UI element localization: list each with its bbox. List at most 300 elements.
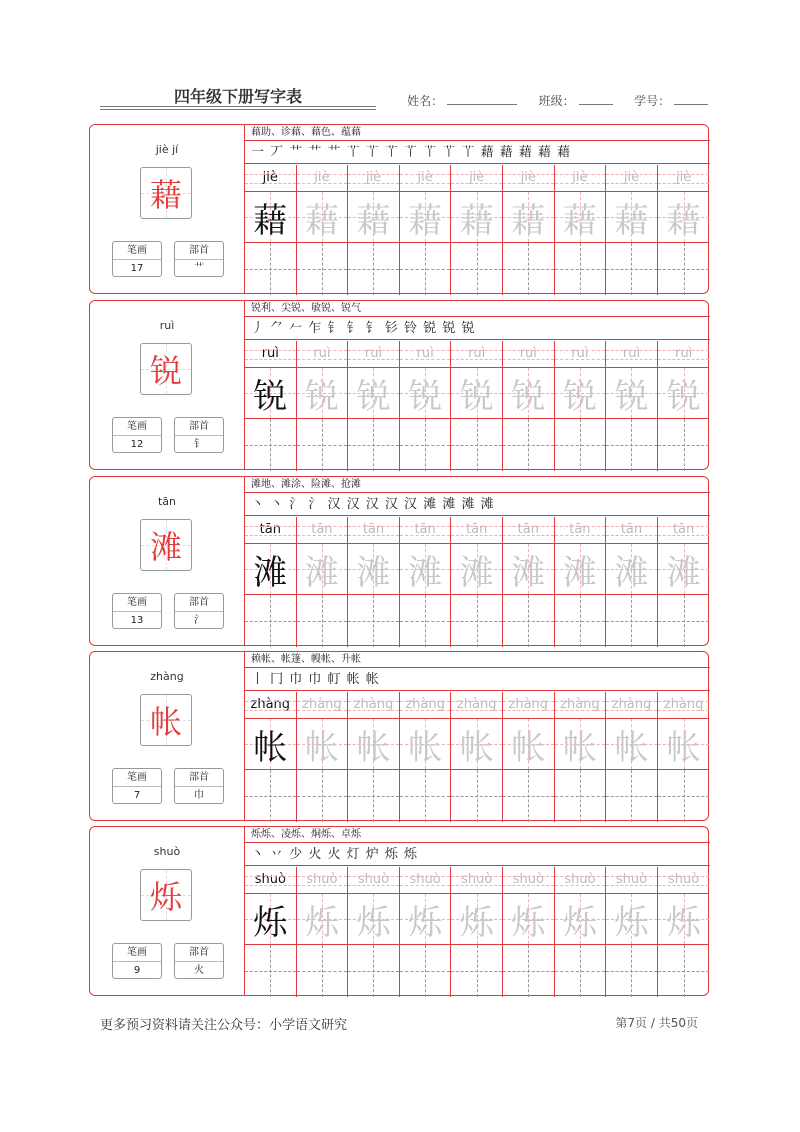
- title-underline: [100, 106, 376, 107]
- writing-cell[interactable]: [451, 419, 502, 471]
- character-glyph: 藉: [562, 200, 597, 241]
- character-glyph: 烁: [253, 902, 288, 943]
- pinyin-guide-line: [503, 710, 554, 711]
- character-glyph: 滩: [614, 552, 649, 593]
- pinyin-guide-line: [297, 535, 348, 536]
- trace-character[interactable]: [555, 192, 606, 243]
- character-glyph: 滩: [356, 552, 391, 593]
- pinyin-guide-line: [297, 183, 348, 184]
- writing-cell[interactable]: [503, 243, 554, 295]
- model-character: [245, 719, 296, 770]
- writing-cell[interactable]: [451, 595, 502, 647]
- practice-panel: [245, 301, 710, 469]
- practice-column: [606, 165, 658, 295]
- pinyin-guide-line: [503, 359, 554, 360]
- trace-character[interactable]: [606, 719, 657, 770]
- character-glyph: 烁: [666, 902, 701, 943]
- writing-cell[interactable]: [245, 595, 296, 647]
- pinyin-guide-line: [245, 701, 296, 702]
- stroke-count-box: [112, 943, 162, 979]
- pinyin-guide-line: [555, 885, 606, 886]
- trace-character[interactable]: [297, 368, 348, 419]
- pinyin-guide-line: [503, 174, 554, 175]
- stroke-count-value: 17: [130, 263, 144, 274]
- trace-character[interactable]: [658, 719, 710, 770]
- class-label: 班级：: [538, 94, 575, 108]
- trace-character[interactable]: [297, 544, 348, 595]
- writing-cell[interactable]: [451, 243, 502, 295]
- practice-column: [348, 692, 400, 822]
- writing-cell[interactable]: [451, 945, 502, 997]
- pinyin-guide-line: [555, 526, 606, 527]
- character-glyph: 烁: [459, 902, 494, 943]
- pinyin-guide-line: [400, 876, 451, 877]
- trace-character[interactable]: [400, 192, 451, 243]
- radical-label: 部首: [175, 594, 223, 612]
- character-info-panel: [90, 652, 245, 820]
- class-blank[interactable]: [579, 93, 613, 105]
- practice-column: [348, 341, 400, 471]
- practice-column: [348, 165, 400, 295]
- practice-grid: [245, 517, 710, 647]
- pinyin-guide-line: [606, 876, 657, 877]
- character-glyph: 帐: [253, 727, 288, 768]
- writing-cell[interactable]: [606, 595, 657, 647]
- character-glyph: 帐: [459, 727, 494, 768]
- pinyin-guide-line: [400, 174, 451, 175]
- trace-character[interactable]: [348, 544, 399, 595]
- writing-cell[interactable]: [245, 243, 296, 295]
- radical-value: 钅: [194, 439, 204, 450]
- page-number: 第7页 / 共50页: [615, 1016, 698, 1030]
- practice-pinyin: jiè: [555, 165, 606, 192]
- stroke-count-box: [112, 417, 162, 453]
- pinyin-guide-line: [348, 350, 399, 351]
- writing-cell[interactable]: [606, 770, 657, 822]
- character-glyph: 藉: [304, 200, 339, 241]
- trace-character[interactable]: [297, 192, 348, 243]
- character-info-panel: [90, 477, 245, 645]
- writing-cell[interactable]: [348, 770, 399, 822]
- pinyin-guide-line: [658, 710, 710, 711]
- character-box: [140, 869, 192, 921]
- pinyin-guide-line: [555, 701, 606, 702]
- writing-cell[interactable]: [348, 595, 399, 647]
- character-glyph: 藉: [356, 200, 391, 241]
- trace-character[interactable]: [503, 894, 554, 945]
- name-label: 姓名：: [407, 94, 444, 108]
- writing-cell[interactable]: [297, 595, 348, 647]
- trace-character[interactable]: [555, 544, 606, 595]
- character-glyph: 锐: [614, 376, 649, 417]
- pinyin-guide-line: [245, 710, 296, 711]
- writing-cell[interactable]: [606, 419, 657, 471]
- pinyin-guide-line: [451, 876, 502, 877]
- writing-cell[interactable]: [503, 595, 554, 647]
- trace-character[interactable]: [400, 894, 451, 945]
- writing-cell[interactable]: [658, 419, 710, 471]
- practice-column: [245, 341, 297, 471]
- page-header: [0, 0, 800, 120]
- pinyin-guide-line: [400, 350, 451, 351]
- writing-cell[interactable]: [297, 419, 348, 471]
- writing-cell[interactable]: [658, 595, 710, 647]
- pinyin-guide-line: [297, 359, 348, 360]
- writing-cell[interactable]: [555, 419, 606, 471]
- trace-character[interactable]: [606, 544, 657, 595]
- writing-cell[interactable]: [348, 243, 399, 295]
- writing-cell[interactable]: [297, 945, 348, 997]
- pinyin-guide-line: [451, 526, 502, 527]
- trace-character[interactable]: [297, 894, 348, 945]
- number-blank[interactable]: [674, 93, 708, 105]
- pinyin-guide-line: [658, 359, 710, 360]
- pinyin-guide-line: [451, 535, 502, 536]
- character-glyph: 滩: [666, 552, 701, 593]
- practice-pinyin: zhàng: [245, 692, 296, 719]
- practice-pinyin: ruì: [555, 341, 606, 368]
- practice-pinyin: jiè: [606, 165, 657, 192]
- writing-cell[interactable]: [297, 770, 348, 822]
- practice-grid: [245, 692, 710, 822]
- pinyin-guide-line: [451, 701, 502, 702]
- title-underline-2: [100, 109, 376, 110]
- radical-label: 部首: [175, 769, 223, 787]
- pinyin-guide-line: [400, 710, 451, 711]
- practice-pinyin: shuò: [245, 867, 296, 894]
- pinyin-guide-line: [503, 526, 554, 527]
- character-glyph: 滩: [253, 552, 288, 593]
- writing-cell[interactable]: [245, 945, 296, 997]
- pinyin-guide-line: [606, 710, 657, 711]
- trace-character[interactable]: [503, 368, 554, 419]
- practice-pinyin: shuò: [451, 867, 502, 894]
- trace-character[interactable]: [400, 719, 451, 770]
- character-glyph: 烁: [304, 902, 339, 943]
- practice-panel: [245, 477, 710, 645]
- writing-cell[interactable]: [348, 945, 399, 997]
- practice-pinyin: jiè: [245, 165, 296, 192]
- number-label: 学号：: [634, 94, 671, 108]
- trace-character[interactable]: [658, 544, 710, 595]
- pinyin-guide-line: [503, 535, 554, 536]
- writing-cell[interactable]: [555, 770, 606, 822]
- character-red: 烁: [149, 878, 182, 916]
- footer-promo: 更多预习资料请关注公众号：小学语文研究: [100, 1018, 348, 1033]
- practice-pinyin: zhàng: [555, 692, 606, 719]
- practice-pinyin: tān: [503, 517, 554, 544]
- practice-column: [348, 867, 400, 997]
- practice-pinyin: ruì: [348, 341, 399, 368]
- writing-cell[interactable]: [400, 770, 451, 822]
- word-examples: 烁烁、凌烁、烔烁、卓烁: [245, 827, 710, 843]
- pinyin-guide-line: [606, 350, 657, 351]
- practice-pinyin: jiè: [400, 165, 451, 192]
- trace-character[interactable]: [348, 368, 399, 419]
- pinyin-guide-line: [245, 183, 296, 184]
- character-glyph: 烁: [408, 902, 443, 943]
- pinyin-guide-line: [451, 350, 502, 351]
- writing-cell[interactable]: [245, 770, 296, 822]
- pinyin-guide-line: [451, 710, 502, 711]
- model-character: [245, 368, 296, 419]
- trace-character[interactable]: [348, 719, 399, 770]
- character-box: [140, 694, 192, 746]
- trace-character[interactable]: [658, 894, 710, 945]
- writing-cell[interactable]: [503, 419, 554, 471]
- writing-cell[interactable]: [658, 770, 710, 822]
- pinyin-guide-line: [503, 183, 554, 184]
- stroke-count-box: [112, 593, 162, 629]
- pinyin-guide-line: [606, 526, 657, 527]
- practice-pinyin: ruì: [245, 341, 296, 368]
- practice-pinyin: jiè: [658, 165, 710, 192]
- writing-cell[interactable]: [348, 419, 399, 471]
- practice-pinyin: tān: [297, 517, 348, 544]
- practice-column: [400, 692, 452, 822]
- trace-character[interactable]: [297, 719, 348, 770]
- character-red: 锐: [149, 352, 182, 390]
- pinyin-guide-line: [297, 350, 348, 351]
- pinyin-guide-line: [348, 359, 399, 360]
- writing-cell[interactable]: [606, 243, 657, 295]
- character-info-panel: [90, 827, 245, 995]
- trace-character[interactable]: [503, 719, 554, 770]
- practice-column: [297, 165, 349, 295]
- character-glyph: 帐: [356, 727, 391, 768]
- writing-cell[interactable]: [658, 243, 710, 295]
- practice-pinyin: ruì: [606, 341, 657, 368]
- word-examples: 滩地、滩涂、险滩、抢滩: [245, 477, 710, 493]
- writing-cell[interactable]: [400, 595, 451, 647]
- pinyin-guide-line: [348, 876, 399, 877]
- character-glyph: 锐: [562, 376, 597, 417]
- practice-column: [503, 692, 555, 822]
- practice-grid: [245, 867, 710, 997]
- pinyin-guide-line: [606, 701, 657, 702]
- writing-cell[interactable]: [606, 945, 657, 997]
- practice-pinyin: shuò: [348, 867, 399, 894]
- pinyin-guide-line: [658, 183, 710, 184]
- character-glyph: 锐: [408, 376, 443, 417]
- pinyin-guide-line: [245, 526, 296, 527]
- trace-character[interactable]: [400, 368, 451, 419]
- pinyin-guide-line: [658, 350, 710, 351]
- character-glyph: 帐: [511, 727, 546, 768]
- practice-column: [503, 517, 555, 647]
- pinyin-guide-line: [658, 174, 710, 175]
- practice-column: [451, 517, 503, 647]
- practice-column: [503, 165, 555, 295]
- writing-cell[interactable]: [555, 243, 606, 295]
- pinyin-guide-line: [245, 174, 296, 175]
- writing-cell[interactable]: [297, 243, 348, 295]
- pinyin-guide-line: [400, 885, 451, 886]
- practice-pinyin: tān: [451, 517, 502, 544]
- radical-box: [174, 943, 224, 979]
- pinyin-guide-line: [658, 535, 710, 536]
- pinyin-guide-line: [503, 885, 554, 886]
- pinyin-guide-line: [348, 885, 399, 886]
- character-pinyin: zhàng: [150, 670, 184, 683]
- pinyin-guide-line: [658, 701, 710, 702]
- pinyin-guide-line: [348, 174, 399, 175]
- pinyin-guide-line: [606, 885, 657, 886]
- radical-box: [174, 768, 224, 804]
- model-character: [245, 544, 296, 595]
- practice-column: [503, 341, 555, 471]
- writing-cell[interactable]: [400, 243, 451, 295]
- practice-column: [297, 867, 349, 997]
- radical-box: [174, 241, 224, 277]
- character-card: [89, 826, 709, 996]
- practice-pinyin: zhàng: [658, 692, 710, 719]
- practice-pinyin: ruì: [451, 341, 502, 368]
- character-card: [89, 300, 709, 470]
- pinyin-guide-line: [606, 359, 657, 360]
- word-examples: 锐利、尖锐、敏锐、锐气: [245, 301, 710, 317]
- practice-pinyin: jiè: [348, 165, 399, 192]
- stroke-count-value: 13: [130, 615, 144, 626]
- pinyin-guide-line: [658, 526, 710, 527]
- trace-character[interactable]: [451, 544, 502, 595]
- practice-pinyin: tān: [245, 517, 296, 544]
- trace-character[interactable]: [658, 368, 710, 419]
- pinyin-guide-line: [606, 183, 657, 184]
- pinyin-guide-line: [400, 183, 451, 184]
- character-info-panel: [90, 125, 245, 293]
- character-glyph: 滩: [304, 552, 339, 593]
- pinyin-guide-line: [348, 526, 399, 527]
- character-red: 帐: [149, 703, 182, 741]
- practice-pinyin: zhàng: [348, 692, 399, 719]
- trace-character[interactable]: [451, 368, 502, 419]
- practice-pinyin: tān: [658, 517, 710, 544]
- trace-character[interactable]: [451, 192, 502, 243]
- practice-pinyin: zhàng: [606, 692, 657, 719]
- character-glyph: 锐: [666, 376, 701, 417]
- pinyin-guide-line: [348, 710, 399, 711]
- character-glyph: 滩: [511, 552, 546, 593]
- practice-column: [658, 165, 710, 295]
- radical-label: 部首: [175, 944, 223, 962]
- pinyin-guide-line: [297, 876, 348, 877]
- character-glyph: 烁: [614, 902, 649, 943]
- trace-character[interactable]: [606, 192, 657, 243]
- practice-column: [658, 867, 710, 997]
- writing-cell[interactable]: [245, 419, 296, 471]
- character-red: 藉: [149, 176, 182, 214]
- word-examples: 赖帐、帐篷、幔帐、升帐: [245, 652, 710, 668]
- stroke-count-label: 笔画: [113, 242, 161, 260]
- character-pinyin: jiè jí: [155, 143, 179, 156]
- radical-box: [174, 417, 224, 453]
- stroke-count-value: 9: [133, 965, 141, 976]
- pinyin-guide-line: [245, 876, 296, 877]
- character-glyph: 帐: [614, 727, 649, 768]
- writing-cell[interactable]: [503, 770, 554, 822]
- practice-pinyin: ruì: [503, 341, 554, 368]
- practice-pinyin: ruì: [297, 341, 348, 368]
- trace-character[interactable]: [451, 894, 502, 945]
- practice-grid: [245, 341, 710, 471]
- trace-character[interactable]: [503, 544, 554, 595]
- trace-character[interactable]: [451, 719, 502, 770]
- trace-character[interactable]: [658, 192, 710, 243]
- practice-column: [451, 341, 503, 471]
- practice-column: [245, 867, 297, 997]
- practice-pinyin: tān: [606, 517, 657, 544]
- character-pinyin: tān: [157, 495, 177, 508]
- pinyin-guide-line: [658, 885, 710, 886]
- writing-cell[interactable]: [503, 945, 554, 997]
- practice-column: [245, 517, 297, 647]
- writing-cell[interactable]: [555, 595, 606, 647]
- trace-character[interactable]: [503, 192, 554, 243]
- character-glyph: 滩: [408, 552, 443, 593]
- stroke-order: 丿 ⺈ 𠂉 乍 钅 钅 钅 钐 铃 锐 锐 锐: [245, 318, 710, 340]
- character-glyph: 锐: [459, 376, 494, 417]
- practice-column: [400, 517, 452, 647]
- pinyin-guide-line: [555, 535, 606, 536]
- trace-character[interactable]: [606, 894, 657, 945]
- writing-cell[interactable]: [555, 945, 606, 997]
- pinyin-guide-line: [245, 359, 296, 360]
- pinyin-guide-line: [606, 535, 657, 536]
- trace-character[interactable]: [555, 368, 606, 419]
- stroke-count-value: 12: [130, 439, 144, 450]
- pinyin-guide-line: [451, 183, 502, 184]
- writing-cell[interactable]: [658, 945, 710, 997]
- name-blank[interactable]: [447, 93, 517, 105]
- practice-column: [400, 165, 452, 295]
- practice-column: [555, 341, 607, 471]
- radical-value: 艹: [194, 263, 204, 274]
- practice-pinyin: ruì: [658, 341, 710, 368]
- practice-column: [658, 341, 710, 471]
- pinyin-guide-line: [555, 359, 606, 360]
- trace-character[interactable]: [348, 192, 399, 243]
- trace-character[interactable]: [555, 894, 606, 945]
- writing-cell[interactable]: [451, 770, 502, 822]
- character-glyph: 锐: [356, 376, 391, 417]
- pinyin-guide-line: [555, 350, 606, 351]
- trace-character[interactable]: [348, 894, 399, 945]
- pinyin-guide-line: [451, 359, 502, 360]
- trace-character[interactable]: [606, 368, 657, 419]
- practice-pinyin: tān: [400, 517, 451, 544]
- trace-character[interactable]: [400, 544, 451, 595]
- radical-value: 氵: [194, 615, 204, 626]
- pinyin-guide-line: [297, 701, 348, 702]
- practice-pinyin: tān: [555, 517, 606, 544]
- trace-character[interactable]: [555, 719, 606, 770]
- character-glyph: 藉: [511, 200, 546, 241]
- practice-pinyin: jiè: [503, 165, 554, 192]
- writing-cell[interactable]: [400, 945, 451, 997]
- character-glyph: 锐: [304, 376, 339, 417]
- practice-column: [348, 517, 400, 647]
- practice-pinyin: shuò: [297, 867, 348, 894]
- practice-panel: [245, 125, 710, 293]
- practice-pinyin: ruì: [400, 341, 451, 368]
- word-examples: 藉助、诊藉、藉色、蕴藉: [245, 125, 710, 141]
- character-box: [140, 519, 192, 571]
- practice-column: [400, 867, 452, 997]
- writing-cell[interactable]: [400, 419, 451, 471]
- character-card: [89, 124, 709, 294]
- character-red: 滩: [149, 528, 182, 566]
